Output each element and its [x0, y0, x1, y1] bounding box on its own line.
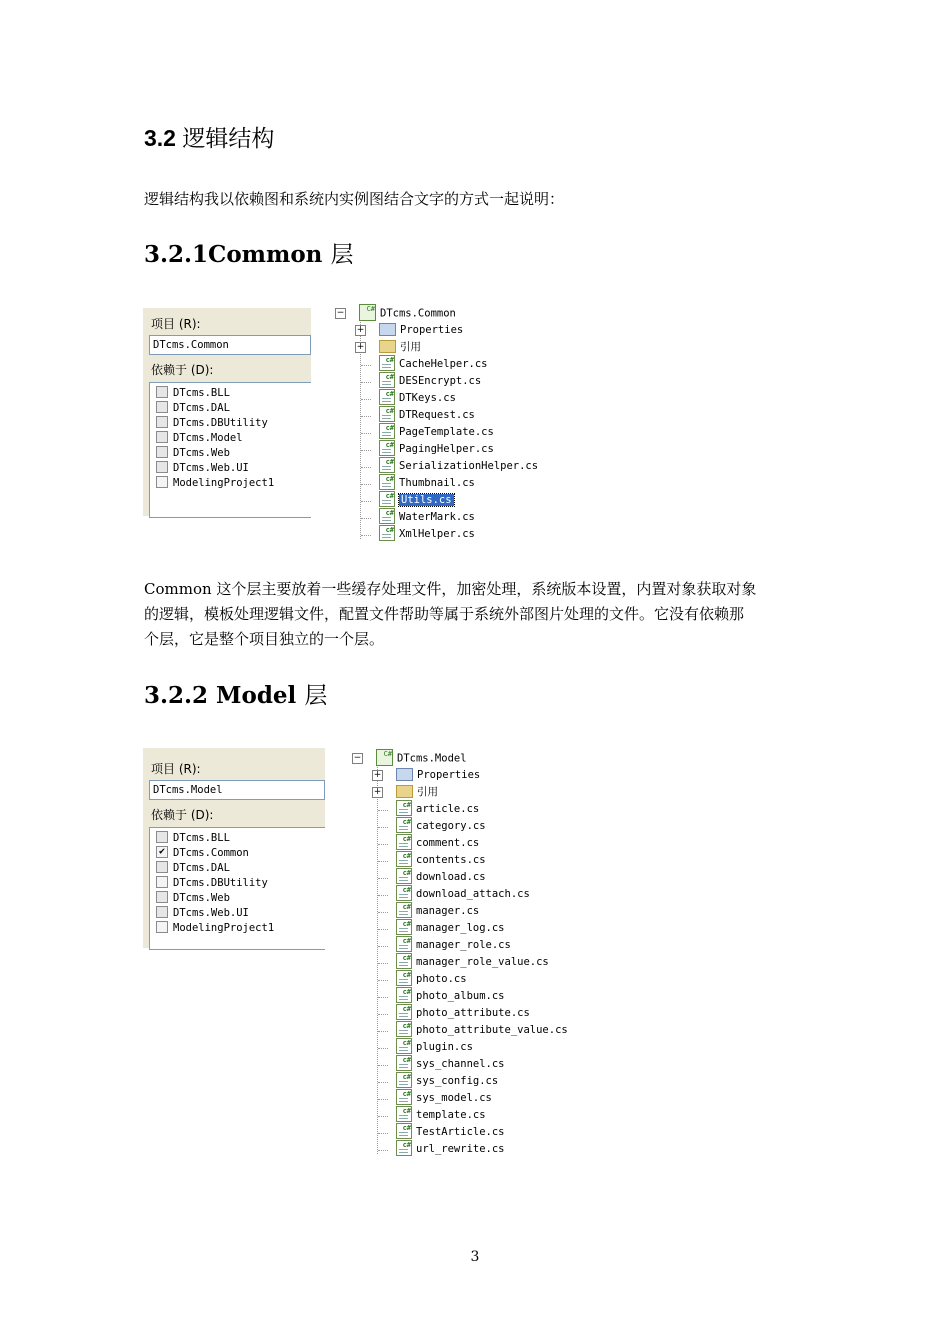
common-paragraph-line-1: Common 这个层主要放着一些缓存处理文件，加密处理，系统版本设置，内置对象获取对象: [144, 580, 757, 598]
tree-branch-line: [378, 1099, 388, 1100]
dependency-item[interactable]: [156, 386, 230, 401]
tree-branch-line: [361, 467, 371, 468]
csharp-file-icon: c#: [379, 474, 395, 490]
tree-guide-line: [377, 767, 378, 1154]
tree-file-label: TestArticle.cs: [416, 1126, 505, 1138]
dependency-item-label: DTcms.Web: [173, 892, 230, 904]
tree-file[interactable]: [396, 971, 467, 988]
tree-branch-line: [378, 1133, 388, 1134]
checkbox[interactable]: [156, 476, 168, 488]
dependency-item[interactable]: [156, 831, 230, 846]
tree-branch-line: [378, 980, 388, 981]
csharp-file-icon: c#: [379, 389, 395, 405]
dependency-item-label: DTcms.Web: [173, 447, 230, 459]
checkbox[interactable]: [156, 431, 168, 443]
references-folder-icon: [379, 340, 396, 353]
dependency-item[interactable]: [156, 876, 268, 891]
tree-branch-line: [361, 535, 371, 536]
common-paragraph-line-3: 个层，它是整个项目独立的一个层。: [144, 630, 385, 648]
tree-file[interactable]: [396, 937, 511, 954]
tree-file[interactable]: [396, 1056, 505, 1073]
tree-root[interactable]: [359, 305, 456, 322]
dependency-item[interactable]: [156, 921, 274, 936]
tree-file[interactable]: [379, 373, 481, 390]
csharp-file-icon: c#: [396, 834, 412, 850]
depends-on-label: 依赖于 (D):: [151, 363, 214, 377]
tree-branch-line: [361, 450, 371, 451]
dependency-item-label: DTcms.BLL: [173, 387, 230, 399]
csharp-file-icon: c#: [379, 491, 395, 507]
tree-branch-line: [378, 912, 388, 913]
dependency-item[interactable]: [156, 846, 249, 861]
tree-file[interactable]: [379, 407, 475, 424]
tree-folder[interactable]: [379, 322, 463, 339]
csharp-file-icon: c#: [379, 525, 395, 541]
tree-branch-line: [378, 844, 388, 845]
dependency-item[interactable]: [156, 891, 230, 906]
tree-branch-line: [378, 929, 388, 930]
dependency-item-label: DTcms.DAL: [173, 402, 230, 414]
project-select[interactable]: DTcms.Model: [149, 780, 325, 800]
project-select[interactable]: DTcms.Common: [149, 335, 311, 355]
tree-branch-line: [378, 1048, 388, 1049]
tree-file-label: manager.cs: [416, 905, 480, 917]
csharp-file-icon: c#: [396, 1089, 412, 1105]
tree-branch-line: [378, 861, 388, 862]
tree-branch-line: [378, 878, 388, 879]
tree-folder[interactable]: [396, 784, 438, 801]
csharp-file-icon: c#: [396, 817, 412, 833]
tree-file[interactable]: [396, 801, 479, 818]
tree-file[interactable]: [379, 526, 475, 543]
dependency-item-label: DTcms.Common: [173, 847, 249, 859]
checkbox[interactable]: [156, 386, 168, 398]
checkbox[interactable]: [156, 921, 168, 933]
dependency-item-label: DTcms.DAL: [173, 862, 230, 874]
section-heading-model: 3.2.2 Model 层: [144, 682, 328, 709]
tree-file-label: SerializationHelper.cs: [399, 460, 539, 472]
tree-file[interactable]: [379, 441, 494, 458]
tree-file-label: sys_channel.cs: [416, 1058, 505, 1070]
collapse-toggle[interactable]: −: [336, 308, 345, 318]
page-number: 3: [470, 1249, 480, 1265]
tree-branch-line: [361, 416, 371, 417]
tree-file-label: comment.cs: [416, 837, 480, 849]
tree-file-label: DTKeys.cs: [399, 392, 456, 404]
tree-file[interactable]: [396, 1039, 473, 1056]
tree-file-label: manager_role_value.cs: [416, 956, 549, 968]
csharp-file-icon: c#: [396, 987, 412, 1003]
references-folder-icon: [396, 785, 413, 798]
csharp-file-icon: c#: [379, 457, 395, 473]
checkbox[interactable]: [156, 461, 168, 473]
tree-branch-line: [361, 382, 371, 383]
tree-branch-line: [361, 433, 371, 434]
tree-file[interactable]: [379, 458, 538, 475]
csharp-file-icon: c#: [379, 372, 395, 388]
csharp-file-icon: c#: [396, 1004, 412, 1020]
dependency-item[interactable]: [156, 401, 230, 416]
dependency-item[interactable]: [156, 446, 230, 461]
properties-icon: [379, 323, 396, 336]
tree-file-label: sys_config.cs: [416, 1075, 499, 1087]
tree-file[interactable]: [396, 1090, 492, 1107]
csharp-file-icon: c#: [379, 423, 395, 439]
expand-toggle[interactable]: +: [373, 770, 382, 780]
tree-branch-line: [361, 501, 371, 502]
tree-branch-line: [378, 810, 388, 811]
section-heading-common: 3.2.1Common 层: [144, 241, 354, 268]
tree-branch-line: [378, 997, 388, 998]
dependency-item-label: DTcms.DBUtility: [173, 417, 268, 429]
solution-tree-model: [350, 750, 590, 1160]
solution-tree-common: [333, 305, 563, 543]
csharp-project-icon: C#: [376, 749, 393, 766]
tree-file-label: photo_album.cs: [416, 990, 505, 1002]
tree-branch-line: [378, 895, 388, 896]
tree-file[interactable]: [396, 1141, 505, 1158]
csharp-file-icon: c#: [396, 936, 412, 952]
tree-branch-line: [378, 1116, 388, 1117]
tree-file[interactable]: [379, 509, 475, 526]
dependency-item[interactable]: [156, 861, 230, 876]
tree-file[interactable]: [379, 492, 454, 509]
csharp-file-icon: c#: [396, 953, 412, 969]
dependency-item-label: ModelingProject1: [173, 477, 275, 489]
tree-file-label: photo_attribute_value.cs: [416, 1024, 568, 1036]
tree-file-label: url_rewrite.cs: [416, 1143, 505, 1155]
tree-file-label: download.cs: [416, 871, 486, 883]
tree-file[interactable]: [396, 920, 505, 937]
project-label: 项目 (R):: [151, 762, 201, 776]
tree-file-label: Thumbnail.cs: [399, 477, 475, 489]
tree-file-label: Utils.cs: [401, 494, 452, 506]
csharp-file-icon: c#: [396, 1123, 412, 1139]
checkbox[interactable]: [156, 401, 168, 413]
tree-file[interactable]: [379, 390, 456, 407]
expand-toggle[interactable]: +: [373, 787, 382, 797]
tree-file[interactable]: [396, 1107, 486, 1124]
csharp-file-icon: c#: [396, 1021, 412, 1037]
tree-file[interactable]: [396, 869, 486, 886]
tree-folder[interactable]: [379, 339, 421, 356]
expand-toggle[interactable]: +: [356, 325, 365, 335]
csharp-file-icon: c#: [379, 440, 395, 456]
collapse-toggle[interactable]: −: [353, 753, 362, 763]
tree-branch-line: [361, 399, 371, 400]
dependency-item-label: ModelingProject1: [173, 922, 275, 934]
tree-file[interactable]: [379, 424, 494, 441]
tree-branch-line: [378, 963, 388, 964]
tree-file-label: photo.cs: [416, 973, 467, 985]
csharp-file-icon: c#: [396, 885, 412, 901]
csharp-file-icon: c#: [379, 508, 395, 524]
tree-file-label: photo_attribute.cs: [416, 1007, 530, 1019]
tree-branch-line: [378, 1082, 388, 1083]
tree-file[interactable]: [396, 1022, 568, 1039]
tree-file[interactable]: [379, 475, 475, 492]
tree-branch-line: [378, 1150, 388, 1151]
tree-file-label: contents.cs: [416, 854, 486, 866]
project-label: 项目 (R):: [151, 317, 201, 331]
section-heading-logic: 3.2 逻辑结构: [144, 125, 275, 152]
tree-file-label: article.cs: [416, 803, 480, 815]
depends-on-label: 依赖于 (D):: [151, 808, 214, 822]
dependency-item[interactable]: [156, 906, 249, 921]
tree-branch-line: [378, 827, 388, 828]
csharp-file-icon: c#: [379, 355, 395, 371]
common-paragraph-line-2: 的逻辑，模板处理逻辑文件，配置文件帮助等属于系统外部图片处理的文件。它没有依赖那: [144, 605, 745, 623]
tree-branch-line: [378, 946, 388, 947]
tree-root-label: DTcms.Common: [380, 307, 456, 320]
dependency-item[interactable]: [156, 416, 268, 431]
tree-file-label: XmlHelper.cs: [399, 528, 475, 540]
tree-file-label: manager_role.cs: [416, 939, 511, 951]
checkbox[interactable]: [156, 891, 168, 903]
tree-file-label: category.cs: [416, 820, 486, 832]
checkbox[interactable]: [156, 906, 168, 918]
checkbox[interactable]: [156, 876, 168, 888]
checkbox[interactable]: [156, 861, 168, 873]
dependency-item-label: DTcms.Model: [173, 432, 243, 444]
tree-branch-line: [361, 484, 371, 485]
tree-file[interactable]: [396, 835, 479, 852]
tree-file[interactable]: [396, 1073, 498, 1090]
intro-paragraph: 逻辑结构我以依赖图和系统内实例图结合文字的方式一起说明：: [144, 190, 565, 208]
tree-file-label: DESEncrypt.cs: [399, 375, 482, 387]
checkbox[interactable]: [156, 831, 168, 843]
tree-file[interactable]: [396, 954, 549, 971]
tree-file[interactable]: [396, 1124, 505, 1141]
tree-file-label: sys_model.cs: [416, 1092, 492, 1104]
csharp-file-icon: c#: [379, 406, 395, 422]
tree-file[interactable]: [379, 356, 488, 373]
csharp-file-icon: c#: [396, 800, 412, 816]
tree-folder-label: Properties: [400, 324, 464, 336]
csharp-file-icon: c#: [396, 1038, 412, 1054]
dependency-dialog-common: [143, 308, 311, 516]
csharp-file-icon: c#: [396, 902, 412, 918]
tree-branch-line: [361, 518, 371, 519]
csharp-file-icon: c#: [396, 868, 412, 884]
checkbox[interactable]: [156, 446, 168, 458]
expand-toggle[interactable]: +: [356, 342, 365, 352]
dependency-item[interactable]: [156, 476, 274, 491]
tree-root[interactable]: [376, 750, 467, 767]
dependency-item[interactable]: [156, 461, 249, 476]
tree-file-label: PagingHelper.cs: [399, 443, 494, 455]
tree-file-label: CacheHelper.cs: [399, 358, 488, 370]
csharp-file-icon: c#: [396, 851, 412, 867]
csharp-file-icon: c#: [396, 1055, 412, 1071]
csharp-file-icon: c#: [396, 970, 412, 986]
dependency-item[interactable]: [156, 431, 243, 446]
tree-folder-label: 引用: [417, 786, 438, 798]
tree-folder-label: 引用: [400, 341, 421, 353]
tree-guide-line: [360, 322, 361, 539]
tree-root-label: DTcms.Model: [397, 752, 467, 765]
dependency-list: [149, 827, 325, 950]
tree-folder-label: Properties: [417, 769, 481, 781]
dependency-item-label: DTcms.Web.UI: [173, 907, 249, 919]
dependency-dialog-model: [143, 748, 325, 948]
tree-file[interactable]: [396, 1005, 530, 1022]
tree-file-label: plugin.cs: [416, 1041, 473, 1053]
tree-file[interactable]: [396, 852, 486, 869]
tree-file[interactable]: [396, 988, 505, 1005]
csharp-file-icon: c#: [396, 1072, 412, 1088]
csharp-file-icon: c#: [396, 919, 412, 935]
tree-file-label: download_attach.cs: [416, 888, 530, 900]
tree-branch-line: [361, 365, 371, 366]
tree-branch-line: [378, 1065, 388, 1066]
checkbox[interactable]: [156, 416, 168, 428]
properties-icon: [396, 768, 413, 781]
tree-file[interactable]: [396, 818, 486, 835]
dependency-item-label: DTcms.DBUtility: [173, 877, 268, 889]
tree-branch-line: [378, 1014, 388, 1015]
dependency-item-label: DTcms.Web.UI: [173, 462, 249, 474]
checkbox[interactable]: ✔: [156, 846, 168, 858]
csharp-project-icon: C#: [359, 304, 376, 321]
csharp-file-icon: c#: [396, 1106, 412, 1122]
tree-file-label: DTRequest.cs: [399, 409, 475, 421]
tree-file-label: PageTemplate.cs: [399, 426, 494, 438]
tree-file[interactable]: [396, 903, 479, 920]
tree-folder[interactable]: [396, 767, 480, 784]
csharp-file-icon: c#: [396, 1140, 412, 1156]
tree-file-label: WaterMark.cs: [399, 511, 475, 523]
tree-branch-line: [378, 1031, 388, 1032]
tree-file-label: template.cs: [416, 1109, 486, 1121]
tree-file[interactable]: [396, 886, 530, 903]
tree-file-label: manager_log.cs: [416, 922, 505, 934]
dependency-list: [149, 382, 311, 518]
dependency-item-label: DTcms.BLL: [173, 832, 230, 844]
